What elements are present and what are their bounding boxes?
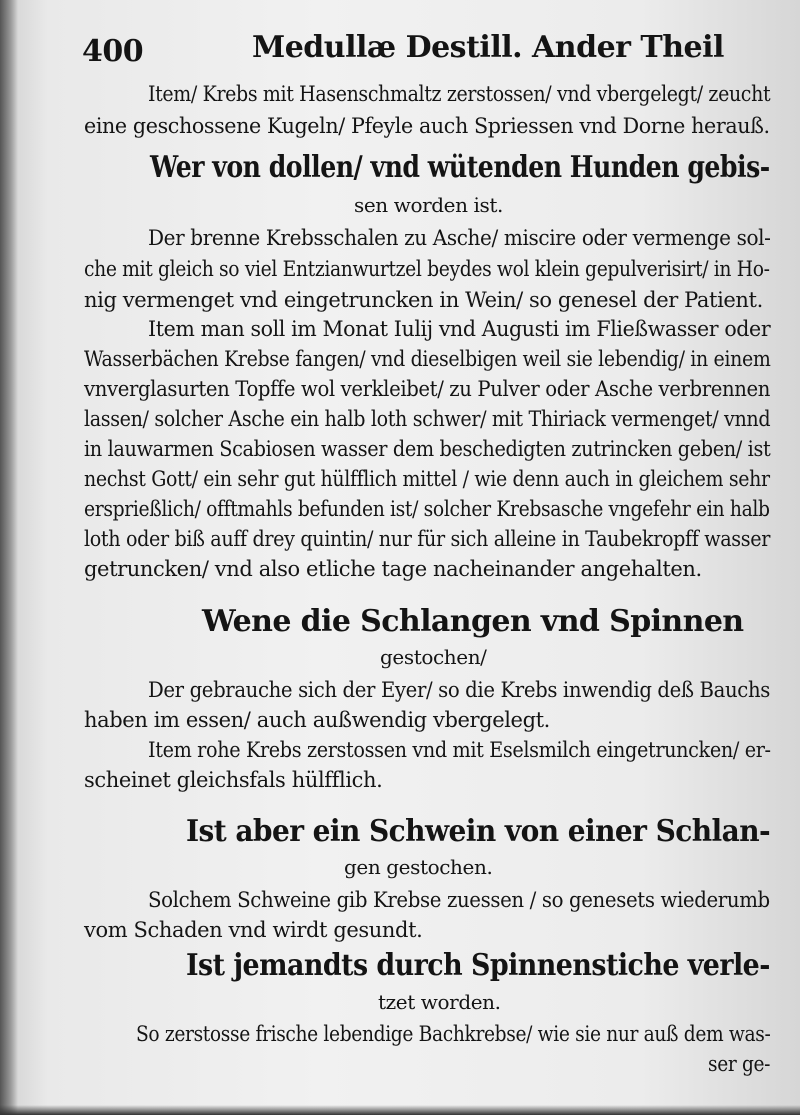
text-line: in lauwarmen Scabiosen wasser dem beschedigten zutrincken geben/ ist xyxy=(84,437,771,461)
text-line: vom Schaden vnd wirdt gesundt. xyxy=(84,918,423,942)
text-line: che mit gleich so viel Entzianwurtzel beydes wol klein gepulverisirt/ in Ho- xyxy=(84,257,770,281)
text-line: Item rohe Krebs zerstossen vnd mit Eselsmilch eingetruncken/ er- xyxy=(148,738,771,762)
text-line: nechst Gott/ ein sehr gut hülfflich mittel / wie denn auch in gleichem sehr xyxy=(84,467,770,491)
text-line: Der gebrauche sich der Eyer/ so die Krebs inwendig deß Bauchs xyxy=(148,678,770,702)
page-number: 400 xyxy=(82,34,144,69)
section-heading: Wer von dollen/ vnd wütenden Hunden gebis- xyxy=(150,150,770,185)
section-heading-continuation: tzet worden. xyxy=(378,990,501,1014)
text-line: vnverglasurten Topffe wol verkleibet/ zu Pulver oder Asche verbrennen xyxy=(84,377,771,401)
text-line: So zerstosse frische lebendige Bachkrebse/ wie sie nur auß dem was- xyxy=(136,1022,771,1046)
text-line: Der brenne Krebsschalen zu Asche/ miscire oder vermenge sol- xyxy=(148,226,771,250)
running-title: Medullæ Destill. Ander Theil xyxy=(252,30,724,65)
section-heading-continuation: gestochen/ xyxy=(380,645,487,669)
text-line: eine geschossene Kugeln/ Pfeyle auch Spriessen vnd Dorne herauß. xyxy=(84,114,770,138)
text-line: lassen/ solcher Asche ein halb loth schwer/ mit Thiriack vermenget/ vnnd xyxy=(84,407,771,431)
text-line: Solchem Schweine gib Krebse zuessen / so genesets wiederumb xyxy=(148,888,770,912)
text-line: Wasserbächen Krebse fangen/ vnd dieselbigen weil sie lebendig/ in einem xyxy=(84,347,771,371)
text-line: ersprießlich/ offtmahls befunden ist/ solcher Krebsasche vngefehr ein halb xyxy=(84,497,770,521)
section-heading-continuation: sen worden ist. xyxy=(354,193,503,217)
catchword: ser ge- xyxy=(708,1052,771,1076)
text-line: Item man soll im Monat Iulij vnd Augusti im Fließwasser oder xyxy=(148,317,771,341)
text-line: getruncken/ vnd also etliche tage nacheinander angehalten. xyxy=(84,557,702,581)
section-heading: Wene die Schlangen vnd Spinnen xyxy=(202,604,744,639)
text-line: loth oder biß auff drey quintin/ nur für sich alleine in Taubekropff wasser xyxy=(84,527,771,551)
text-line: scheinet gleichsfals hülfflich. xyxy=(84,768,383,792)
text-line: nig vermenget vnd eingetruncken in Wein/ so genesel der Patient. xyxy=(84,288,763,312)
section-heading: Ist jemandts durch Spinnenstiche verle- xyxy=(186,948,770,983)
section-heading-continuation: gen gestochen. xyxy=(344,855,493,879)
text-line: Item/ Krebs mit Hasenschmaltz zerstossen/ vnd vbergelegt/ zeucht xyxy=(148,82,771,106)
section-heading: Ist aber ein Schwein von einer Schlan- xyxy=(186,814,771,849)
text-line: haben im essen/ auch außwendig vbergelegt. xyxy=(84,708,550,732)
